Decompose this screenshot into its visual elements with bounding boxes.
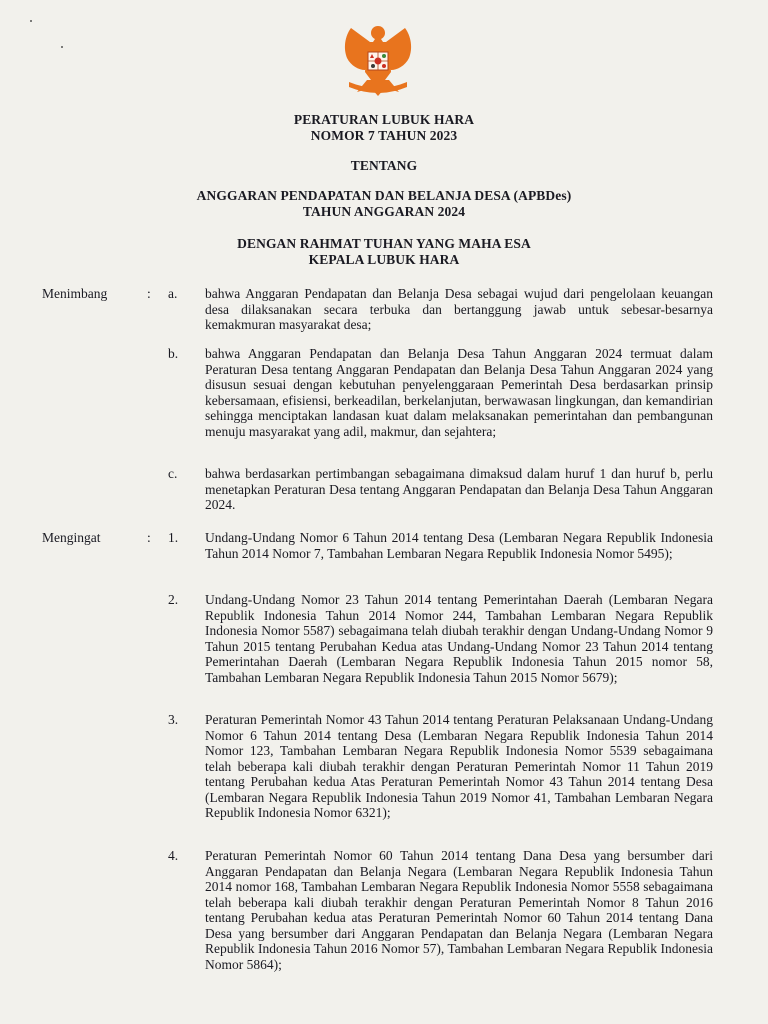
mengingat-item-text: Undang-Undang Nomor 6 Tahun 2014 tentang Desa (Lembaran Negara Republik Indonesia Tahun 2014 Nomor 7, Tambahan Lembaran Negara Republik Indonesia Nomor 5495); xyxy=(205,530,713,561)
mengingat-item-text: Undang-Undang Nomor 23 Tahun 2014 tentang Pemerintahan Daerah (Lembaran Negara Republik Indonesia Tahun 2014 Nomor 244, Tambahan Lembaran Negara Republik Indonesia Nomor 5587) sebagaimana telah diubah terakhir dengan Undang-Undang Nomor 9 Tahun 2015 tentang Perubahan Kedua atas Undang-Undang Nomor 23 Tahun 2014 tentang Pemerintahan Daerah (Lembaran Negara Republik Indonesia Tahun 2015 nomor 58, Tambahan Lembaran Negara Republik Indonesia Tahun 2015 Nomor 5679); xyxy=(205,592,713,685)
menimbang-item-text: bahwa Anggaran Pendapatan dan Belanja Desa sebagai wujud dari pengelolaan keuangan desa dilaksanakan secara terbuka dan bertanggung jawab untuk sebesar-besarnya kemakmuran masyarakat desa; xyxy=(205,286,713,332)
menimbang-item-text: bahwa Anggaran Pendapatan dan Belanja Desa Tahun Anggaran 2024 termuat dalam Peraturan Desa tentang Anggaran Pendapatan dan Belanja Desa Tahun Anggaran 2024 yang disusun sesuai dengan kebutuhan penyelenggaraan Pemerintah Desa berdasarkan prinsip kebersamaan, efisiensi, berkeadilan, berkelanjutan, berwawasan lingkungan, dan kemandirian sehingga menciptakan landasan kuat dalam melaksanakan pemerintahan dan pembangunan menuju masyarakat yang adil, makmur, dan sejahtera; xyxy=(205,346,713,439)
opening-phrase-line1: DENGAN RAHMAT TUHAN YANG MAHA ESA xyxy=(237,236,531,251)
scan-speck xyxy=(61,46,63,48)
regulation-title-line1: PERATURAN LUBUK HARA xyxy=(293,112,475,127)
menimbang-item-text: bahwa berdasarkan pertimbangan sebagaimana dimaksud dalam huruf 1 dan huruf b, perlu menetapkan Peraturan Desa tentang Anggaran Pendapatan dan Belanja Desa Tahun Anggaran 2024. xyxy=(205,466,713,512)
menimbang-item-marker: b. xyxy=(168,346,179,361)
mengingat-item-text: Peraturan Pemerintah Nomor 43 Tahun 2014 tentang Peraturan Pelaksanaan Undang-Undang Nomor 6 Tahun 2014 tentang Desa (Lembaran Negara Republik Indonesia Tahun 2014 Nomor 123, Tambahan Lembaran Negara Republik Indonesia Nomor 5539 sebagaimana telah beberapa kali diubah terakhir dengan Peraturan Pemerintah Nomor 11 Tahun 2019 tentang Perubahan kedua Atas Peraturan Pemerintah Nomor 43 Tahun 2014 tentang Desa (Lembaran Negara Republik Indonesia Tahun 2019 Nomor 41, Tambahan Lembaran Negara Republik Indonesia Nomor 6321); xyxy=(205,712,713,820)
mengingat-item-marker: 1. xyxy=(168,530,179,545)
mengingat-item-marker: 3. xyxy=(168,712,179,727)
mengingat-item-text: Peraturan Pemerintah Nomor 60 Tahun 2014 tentang Dana Desa yang bersumber dari Anggaran Pendapatan dan Belanja Negara (Lembaran Negara Republik Indonesia Tahun 2014 nomor 168, Tambahan Lembaran Negara Republik Indonesia Nomor 5558 sebagaimana telah beberapa kali diubah terakhir dengan Peraturan Pemerintah Nomor 8 Tahun 2016 tentang Perubahan kedua atas Peraturan Pemerintah Nomor 60 Tahun 2014 tentang Dana Desa yang bersumber dari Anggaran Pendapatan dan Belanja Negara (Lembaran Negara Republik Indonesia Tahun 2016 Nomor 57), Tambahan Lembaran Negara Republik Indonesia Nomor 5864); xyxy=(205,848,713,972)
regulation-number: NOMOR 7 TAHUN 2023 xyxy=(310,128,458,143)
menimbang-item-marker: a. xyxy=(168,286,178,301)
scan-speck xyxy=(30,20,32,22)
mengingat-label: Mengingat xyxy=(42,530,101,545)
menimbang-item-marker: c. xyxy=(168,466,178,481)
garuda-pancasila-emblem-icon xyxy=(337,22,419,98)
opening-phrase-line2: KEPALA LUBUK HARA xyxy=(308,252,460,267)
menimbang-colon: : xyxy=(147,286,151,301)
regulation-subject-line1: ANGGARAN PENDAPATAN DAN BELANJA DESA (APBDes) xyxy=(196,188,572,203)
opening-phrase xyxy=(0,236,768,268)
regulation-title xyxy=(0,112,768,144)
mengingat-colon: : xyxy=(147,530,151,545)
regulation-subject-line2: TAHUN ANGGARAN 2024 xyxy=(302,204,466,219)
menimbang-label: Menimbang xyxy=(42,286,108,301)
tentang-heading xyxy=(0,158,768,174)
regulation-subject xyxy=(0,188,768,220)
tentang-text: TENTANG xyxy=(350,158,418,173)
mengingat-item-marker: 2. xyxy=(168,592,179,607)
mengingat-item-marker: 4. xyxy=(168,848,179,863)
